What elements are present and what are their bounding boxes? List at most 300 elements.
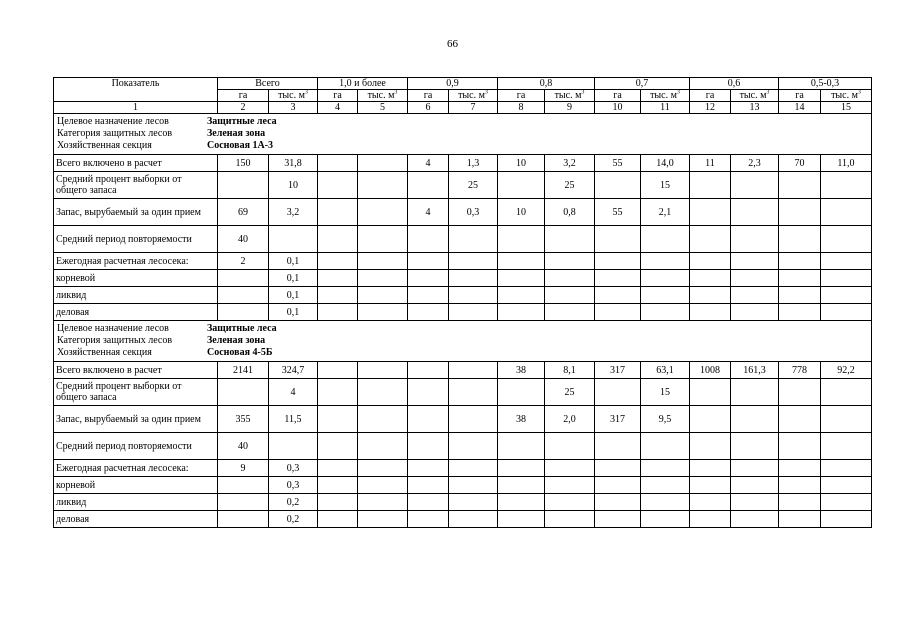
table-row [54,304,872,321]
section-info-line [57,116,868,128]
table-cell [821,226,872,253]
table-cell [408,379,449,406]
table-cell: 9,5 [641,406,690,433]
table-cell: 38 [498,362,545,379]
table-cell: 0,1 [269,253,318,270]
table-cell [779,511,821,528]
table-cell: 2,0 [545,406,595,433]
table-row [54,270,872,287]
table-cell [821,199,872,226]
table-cell [269,433,318,460]
unit-volume-sup: 3 [394,89,398,96]
table-cell [821,172,872,199]
table-cell [731,253,779,270]
table-cell [731,460,779,477]
table-cell [218,304,269,321]
table-cell: 38 [498,406,545,433]
table-cell [318,199,358,226]
table-cell [731,433,779,460]
table-cell: 2,1 [641,199,690,226]
table-cell [545,287,595,304]
table-cell [731,226,779,253]
table-cell [449,253,498,270]
header-group: 0,7 [595,78,690,90]
unit-ha: га [690,90,731,102]
table-cell: 4 [269,379,318,406]
table-cell [779,226,821,253]
table-cell [358,287,408,304]
section-info-key: Целевое назначение лесов [57,116,169,127]
table-cell [269,226,318,253]
row-label: деловая [54,511,218,528]
table-cell [408,406,449,433]
table-cell [821,304,872,321]
table-cell [498,172,545,199]
table-cell [218,477,269,494]
table-row [54,226,872,253]
table-cell [358,494,408,511]
table-cell: 40 [218,226,269,253]
section-info-line [57,140,868,152]
table-cell [318,406,358,433]
column-number: 2 [218,102,269,114]
table-cell [731,494,779,511]
table-cell: 161,3 [731,362,779,379]
table-cell [449,406,498,433]
table-cell [595,511,641,528]
table-cell: 11,0 [821,155,872,172]
table-cell: 1,3 [449,155,498,172]
table-cell: 55 [595,199,641,226]
table-cell: 0,3 [449,199,498,226]
table-cell: 0,3 [269,460,318,477]
table-cell [358,253,408,270]
table-cell [498,226,545,253]
table-cell [318,253,358,270]
header-indicator: Показатель [54,78,218,102]
table-cell [821,287,872,304]
table-cell: 25 [545,172,595,199]
unit-ha: га [218,90,269,102]
table-cell: 0,8 [545,199,595,226]
header-group: 0,6 [690,78,779,90]
table-cell [218,379,269,406]
table-cell [449,270,498,287]
unit-volume-sup: 3 [676,89,680,96]
table-cell [595,477,641,494]
table-cell [641,226,690,253]
section-info-key: Хозяйственная секция [57,347,152,358]
table-cell [358,304,408,321]
table-cell [690,460,731,477]
section-info-key: Категория защитных лесов [57,128,173,139]
column-number: 9 [545,102,595,114]
column-number: 1 [54,102,218,114]
table-cell: 70 [779,155,821,172]
table-cell [498,433,545,460]
table-cell [218,511,269,528]
table-cell [318,511,358,528]
table-cell [641,287,690,304]
table-cell [408,226,449,253]
table-row [54,199,872,226]
table-cell [690,511,731,528]
table-cell [641,433,690,460]
table-row [54,460,872,477]
table-cell [449,304,498,321]
row-label: ликвид [54,494,218,511]
row-label: Средний процент выборки от общего запаса [54,172,218,199]
unit-volume [449,90,498,102]
column-number: 15 [821,102,872,114]
table-cell: 2141 [218,362,269,379]
table-cell: 25 [449,172,498,199]
column-number: 14 [779,102,821,114]
table-cell [731,270,779,287]
unit-volume-text: тыс. м [458,90,485,101]
unit-volume [269,90,318,102]
table-cell [641,511,690,528]
table-cell [779,477,821,494]
table-cell [690,270,731,287]
table-cell [498,270,545,287]
table-cell [449,226,498,253]
table-cell: 15 [641,379,690,406]
table-cell [358,155,408,172]
table-cell [318,226,358,253]
unit-volume-sup: 3 [857,89,861,96]
table-cell [218,494,269,511]
table-cell [408,172,449,199]
row-label: Запас, вырубаемый за один прием [54,406,218,433]
table-cell [690,172,731,199]
table-cell: 15 [641,172,690,199]
row-label: Всего включено в расчет [54,362,218,379]
table-row [54,433,872,460]
column-number: 6 [408,102,449,114]
unit-ha: га [408,90,449,102]
column-number: 7 [449,102,498,114]
table-cell: 31,8 [269,155,318,172]
table-cell [449,433,498,460]
table-cell: 0,1 [269,287,318,304]
table-cell: 25 [545,379,595,406]
unit-volume-sup: 3 [581,89,585,96]
unit-volume [731,90,779,102]
table-cell [318,477,358,494]
table-cell [641,304,690,321]
unit-volume [358,90,408,102]
unit-volume [821,90,872,102]
table-cell [408,511,449,528]
table-cell [318,155,358,172]
table-cell [821,460,872,477]
table-cell [595,304,641,321]
table-cell: 69 [218,199,269,226]
table-cell [821,379,872,406]
table-cell: 2 [218,253,269,270]
table-cell [641,494,690,511]
table-cell [449,511,498,528]
row-label: ликвид [54,287,218,304]
column-number: 10 [595,102,641,114]
table-cell [545,304,595,321]
table-row [54,155,872,172]
table-cell [358,226,408,253]
table-cell [690,379,731,406]
table-cell [545,460,595,477]
column-number: 11 [641,102,690,114]
header-row-numbers [54,102,872,114]
table-cell [731,172,779,199]
table-row [54,287,872,304]
section-info-line [57,335,868,347]
table-row [54,379,872,406]
table-cell: 0,2 [269,494,318,511]
table-cell [690,494,731,511]
table-cell: 40 [218,433,269,460]
header-group: 0,8 [498,78,595,90]
table-cell [641,253,690,270]
table-cell [358,172,408,199]
unit-volume [545,90,595,102]
table-cell [731,287,779,304]
section-info-value: Зеленая зона [207,128,266,139]
table-cell: 0,1 [269,270,318,287]
table-cell [358,406,408,433]
table-cell [498,304,545,321]
table-cell: 9 [218,460,269,477]
table-cell [449,477,498,494]
table-cell [408,287,449,304]
section-info-key: Целевое назначение лесов [57,323,169,334]
table-cell [498,253,545,270]
section-info-value: Зеленая зона [207,335,266,346]
table-cell [318,304,358,321]
unit-volume-text: тыс. м [650,90,677,101]
table-cell [408,433,449,460]
header-group: Всего [218,78,318,90]
unit-ha: га [595,90,641,102]
header-group: 0,5-0,3 [779,78,872,90]
table-cell [218,287,269,304]
table-row [54,172,872,199]
table-cell [731,199,779,226]
table-cell: 4 [408,199,449,226]
table-cell [821,511,872,528]
table-cell: 355 [218,406,269,433]
table-cell [731,406,779,433]
table-cell [779,406,821,433]
table-cell [358,199,408,226]
table-cell [690,199,731,226]
section-info-line [57,347,868,359]
table-cell [498,511,545,528]
row-label: Запас, вырубаемый за один прием [54,199,218,226]
table-cell: 0,1 [269,304,318,321]
table-cell [779,253,821,270]
table-cell [545,253,595,270]
row-label: Ежегодная расчетная лесосека: [54,460,218,477]
column-number: 4 [318,102,358,114]
row-label: корневой [54,270,218,287]
section-info [54,114,872,155]
table-cell [408,270,449,287]
table-cell: 10 [269,172,318,199]
table-cell [690,253,731,270]
table-cell [641,477,690,494]
table-cell [545,433,595,460]
table-cell [358,362,408,379]
table-cell [731,511,779,528]
table-cell [779,460,821,477]
table-cell: 10 [498,155,545,172]
table-cell [318,494,358,511]
table-row [54,253,872,270]
table-cell [408,253,449,270]
unit-volume-text: тыс. м [367,90,395,101]
header-group: 0,9 [408,78,498,90]
table-cell: 3,2 [545,155,595,172]
table-cell [779,304,821,321]
table-cell [779,379,821,406]
table-cell [218,172,269,199]
table-cell: 63,1 [641,362,690,379]
table-cell [731,477,779,494]
row-label: Средний период повторяемости [54,433,218,460]
table-cell [595,172,641,199]
table-cell: 14,0 [641,155,690,172]
unit-volume-text: тыс. м [739,90,767,101]
table-cell [358,460,408,477]
table-cell [595,460,641,477]
table-cell [449,379,498,406]
table-cell: 11 [690,155,731,172]
table-cell [449,460,498,477]
unit-ha: га [779,90,821,102]
table-cell [545,511,595,528]
table-cell [498,460,545,477]
table-cell [358,433,408,460]
table-cell [318,362,358,379]
table-cell: 3,2 [269,199,318,226]
table-cell [779,199,821,226]
table-cell [690,406,731,433]
table-row [54,511,872,528]
column-number: 5 [358,102,408,114]
unit-volume-text: тыс. м [554,90,582,101]
table-cell [358,379,408,406]
section-header-row [54,321,872,362]
table-cell [779,494,821,511]
page-number: 66 [447,38,458,50]
table-cell [318,379,358,406]
section-header-row [54,114,872,155]
section-info-value: Сосновая 4-5Б [207,347,273,358]
section-info-value: Защитные леса [207,323,277,334]
unit-volume [641,90,690,102]
table-cell [545,270,595,287]
unit-ha: га [498,90,545,102]
table-row [54,362,872,379]
table-cell: 0,2 [269,511,318,528]
section-info-value: Сосновая 1А-3 [207,140,274,151]
unit-volume-sup: 3 [766,89,770,96]
table-cell [821,433,872,460]
table-cell [821,494,872,511]
table-cell [545,226,595,253]
unit-volume-sup: 3 [304,89,308,96]
table-cell: 55 [595,155,641,172]
table-cell: 10 [498,199,545,226]
column-number: 13 [731,102,779,114]
table-cell [408,362,449,379]
table-cell: 92,2 [821,362,872,379]
table-row [54,406,872,433]
table-cell [641,270,690,287]
table-cell [449,494,498,511]
table-cell [318,460,358,477]
table-cell: 324,7 [269,362,318,379]
table-cell [690,433,731,460]
table-cell [498,379,545,406]
unit-volume-text: тыс. м [831,90,858,101]
table-cell: 778 [779,362,821,379]
table-cell [449,362,498,379]
table-cell [690,287,731,304]
table-cell [821,406,872,433]
header-row-groups [54,78,872,90]
table-cell: 150 [218,155,269,172]
table-cell [498,287,545,304]
header-group: 1,0 и более [318,78,408,90]
table-cell [318,172,358,199]
column-number: 12 [690,102,731,114]
table-cell [408,304,449,321]
row-label: корневой [54,477,218,494]
table-cell [690,226,731,253]
row-label: Всего включено в расчет [54,155,218,172]
row-label: Ежегодная расчетная лесосека: [54,253,218,270]
section-info-value: Защитные леса [207,116,277,127]
table-cell [779,270,821,287]
row-label: Средний период повторяемости [54,226,218,253]
table-cell: 2,3 [731,155,779,172]
table-cell [779,287,821,304]
table-cell [318,433,358,460]
table-cell: 0,3 [269,477,318,494]
table-cell [595,433,641,460]
table-cell [358,511,408,528]
table-cell [821,477,872,494]
table-cell [731,379,779,406]
row-label: деловая [54,304,218,321]
table-cell [318,287,358,304]
table-cell [545,494,595,511]
table-cell: 317 [595,406,641,433]
section-info-key: Хозяйственная секция [57,140,152,151]
unit-volume-sup: 3 [484,89,488,96]
section-info [54,321,872,362]
table-cell [595,494,641,511]
table-cell [408,477,449,494]
table-cell [498,494,545,511]
table-cell: 11,5 [269,406,318,433]
table-cell [595,253,641,270]
table-cell [595,379,641,406]
table-cell [821,270,872,287]
table-cell [595,226,641,253]
